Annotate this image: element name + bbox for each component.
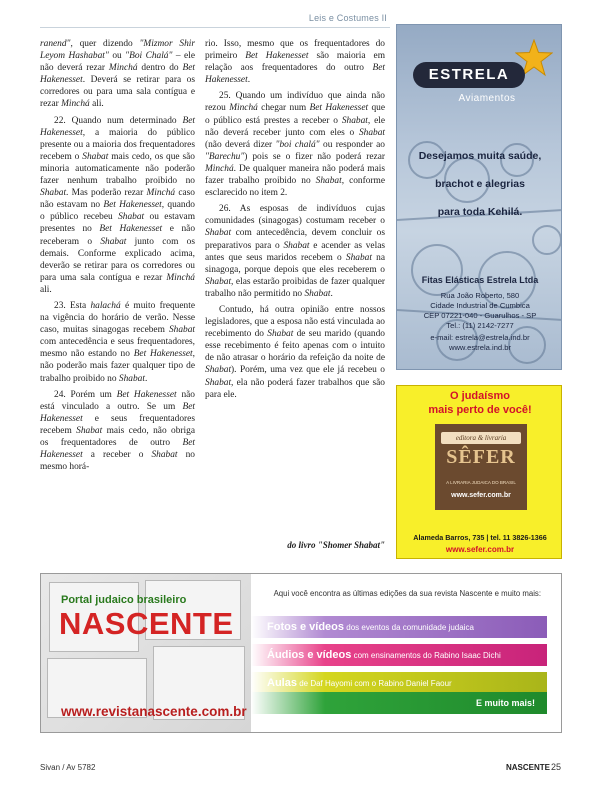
band-more-label: E muito mais! bbox=[475, 698, 535, 708]
band-audios-bold: Áudios e vídeos bbox=[267, 649, 352, 661]
band-audios-rest: com ensinamentos do Rabino Isaac Dichi bbox=[351, 651, 501, 660]
estrela-address-1: Rua João Roberto, 580 bbox=[440, 291, 520, 300]
article-paragraph: 25. Quando um indivíduo que ainda não rezou Minchá chegar num Bet Hakenesset que o público está prestes a receber o Shabat, ele não deverá receber junto com eles o Shabat (não deverá dizer "boi chalá" ou responder ao "Barechu") pois se o fizer não poderá rezar Minchá. De qualquer maneira não poderá mais fazer trabalho proibido no Shabat, conforme esclarecido no item 2. bbox=[205, 91, 386, 199]
article-paragraph: Contudo, há outra opinião entre nossos legisladores, que a esposa não está vinculada ao recebimento do Shabat de seu marido (quando esse recebimento é feito apenas com o intuito de não atrasar o horário da refeição da noite de Shabat). Porém, uma vez que ele já recebeu o Shabat, ela não poderá fazer trabalhos que são para ele. bbox=[205, 304, 385, 400]
estrela-company: Fitas Elásticas Estrela Ltda bbox=[421, 275, 539, 285]
estrela-subtitle: Aviamentos bbox=[458, 93, 516, 104]
band-more[interactable] bbox=[251, 692, 547, 714]
band-photos-videos[interactable] bbox=[251, 616, 547, 638]
band-classes-rest: de Daf Hayomi com o Rabino Daniel Faour bbox=[296, 679, 452, 688]
article-paragraph: 24. Porém um Bet Hakenesset não está vinculado a outro. Se um Bet Hakenesset e seus frequentadores recebem Shabat mais cedo, não obriga os frequentadores de outro Bet Hakenesset a receber o Shabat no mesmo horá- bbox=[40, 389, 195, 473]
band-audios-videos[interactable] bbox=[251, 644, 547, 666]
article-paragraph: rio. Isso, mesmo que os frequentadores do primeiro Bet Hakenesset são maioria em relação aos frequentadores do outro Bet Hakenesset. bbox=[205, 39, 385, 86]
article-column-1 bbox=[40, 38, 195, 477]
band-photos-rest: dos eventos da comunidade judaica bbox=[344, 623, 474, 632]
footer-logo: NASCENTE bbox=[506, 763, 551, 772]
band-classes[interactable] bbox=[251, 672, 547, 694]
estrela-brand: ESTRELA bbox=[413, 62, 525, 88]
estrela-address-2: Cidade Industrial de Cumbica bbox=[430, 301, 530, 310]
sefer-tagline: A LIVRARIA JUDAICA DO BRASIL bbox=[446, 480, 516, 485]
sefer-url[interactable]: www.sefer.com.br bbox=[445, 545, 515, 554]
article-source: do livro "Shomer Shabat" bbox=[287, 540, 385, 550]
sefer-address: Alameda Barros, 735 | tel. 11 3826-1366 bbox=[413, 533, 547, 542]
sefer-logo: SÊFER bbox=[446, 446, 516, 468]
page-number: 25 bbox=[551, 762, 562, 772]
estrela-message-1: Desejamos muita saúde, bbox=[418, 150, 542, 162]
banner-intro: Aqui você encontra as últimas edições da sua revista Nascente e muito mais: bbox=[273, 589, 541, 598]
sefer-tab-label: editora & livraria bbox=[441, 432, 521, 444]
estrela-message-3: para toda Kehilá. bbox=[437, 206, 523, 218]
estrela-ad[interactable] bbox=[396, 24, 562, 370]
article-paragraph: 26. As esposas de indivíduos cujas comunidades (sinagogas) costumam receber o Shabat com antecedência, devem concluir os preparativos para o Shabat e acender as velas antes que seus maridos recebem o Shabat na sinagoga, porque depois que eles receberem o Shabat, elas estarão proibidas de fazer qualquer trabalho não permitido no Shabat. bbox=[205, 204, 386, 299]
portal-label: Portal judaico brasileiro bbox=[61, 594, 187, 606]
sefer-url-inner[interactable]: www.sefer.com.br bbox=[451, 492, 511, 499]
nascente-banner[interactable] bbox=[40, 573, 562, 733]
estrela-phone: Tel.: (11) 2142-7277 bbox=[446, 321, 514, 330]
header-rule bbox=[40, 27, 390, 28]
estrela-website[interactable]: www.estrela.ind.br bbox=[448, 343, 512, 352]
article-paragraph: 22. Quando num determinado Bet Hakenesset, a maioria do público presente ou a maioria dos frequentadores recebem o Shabat mais cedo, os que são minoria automaticamente não poderão fazer nenhum trabalho proibido no Shabat. Mas poderão rezar Minchá caso não estavam no Bet Hakenesset, quando o público recebeu Shabat ou estavam presentes no Bet Hakenesset e não receberam o Shabat junto com os demais. Conforme explicado acima, deverão se retirar para os corredores ou para uma sala contígua e rezar Minchá ali. bbox=[40, 115, 196, 295]
article-paragraph: 23. Esta halachá é muito frequente na vigência do horário de verão. Nesse caso, muitas sinagogas recebem Shabat com antecedência e seus frequentadores, mesmo não estando no Bet Hakenesset, não poderão mais fazer qualquer tipo de trabalho proibido no Shabat. bbox=[40, 300, 195, 384]
estrela-address-3: CEP 07221-040 - Guarulhos - SP bbox=[423, 311, 537, 320]
sefer-ad[interactable] bbox=[396, 385, 562, 559]
banner-url[interactable]: www.revistanascente.com.br bbox=[61, 704, 247, 719]
footer-issue: Sivan / Av 5782 bbox=[40, 763, 96, 772]
sefer-headline-2: mais perto de você! bbox=[428, 404, 532, 416]
estrela-message-2: brachot e alegrias bbox=[435, 178, 525, 190]
article-paragraph: ranend", quer dizendo "Mizmor Shir Leyom Hashabat" ou "Boi Chalá" – ele não deverá rezar Minchá dentro do Bet Hakenesset. Deverá se retirar para os corredores ou para uma sala contígua e rezar Minchá ali. bbox=[40, 39, 196, 110]
section-title: Leis e Costumes II bbox=[308, 13, 387, 23]
sefer-headline-1: O judaísmo bbox=[450, 390, 510, 402]
nascente-logo: NASCENTE bbox=[59, 606, 234, 641]
article-column-2 bbox=[205, 38, 385, 405]
estrela-email[interactable]: e-mail: estrela@estrela.ind.br bbox=[430, 333, 530, 342]
band-photos-bold: Fotos e vídeos bbox=[267, 621, 345, 633]
band-classes-bold: Aulas bbox=[267, 677, 297, 689]
